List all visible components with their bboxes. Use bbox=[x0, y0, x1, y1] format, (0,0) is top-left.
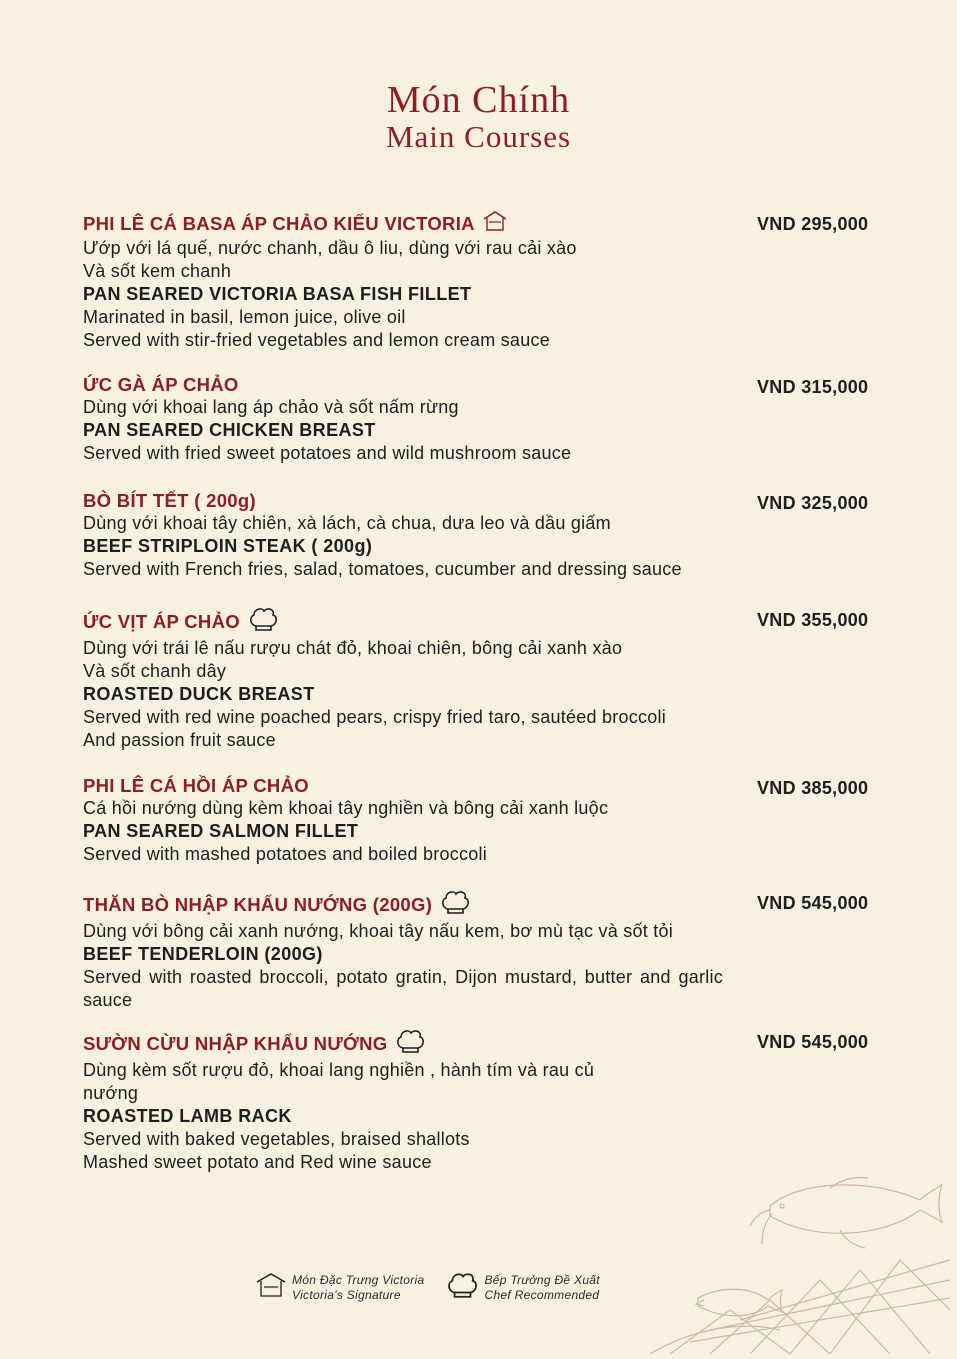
dish-name-en: PAN SEARED SALMON FILLET bbox=[83, 821, 359, 841]
description-vn: Dùng với trái lê nấu rượu chát đỏ, khoai chiên, bông cải xanh xào bbox=[83, 638, 623, 658]
page-header bbox=[0, 80, 957, 154]
legend-signature-vn: Món Đặc Trưng Victoria bbox=[292, 1272, 425, 1287]
chef-hat-icon bbox=[248, 606, 278, 637]
description-en: Mashed sweet potato and Red wine sauce bbox=[83, 1152, 432, 1172]
description-en: Served with mashed potatoes and boiled broccoli bbox=[83, 844, 487, 864]
description-en: Served with stir-fried vegetables and lemon cream sauce bbox=[83, 330, 550, 350]
menu-item bbox=[83, 606, 883, 752]
description-vn: Dùng với bông cải xanh nướng, khoai tây nấu kem, bơ mù tạc và sốt tỏi bbox=[83, 921, 674, 941]
description-en: Served with baked vegetables, braised shallots bbox=[83, 1129, 470, 1149]
price: VND 355,000 bbox=[757, 610, 869, 630]
price: VND 315,000 bbox=[757, 377, 869, 397]
dish-name-en: ROASTED DUCK BREAST bbox=[83, 684, 315, 704]
fish-net-svg bbox=[650, 1160, 950, 1354]
dish-name-vn: PHI LÊ CÁ HỒI ÁP CHẢO bbox=[83, 775, 309, 796]
dish-name-vn: THĂN BÒ NHẬP KHẨU NƯỚNG (200G) bbox=[83, 889, 883, 920]
chef-hat-icon bbox=[440, 889, 470, 920]
description-vn: Dùng kèm sốt rượu đỏ, khoai lang nghiền , hành tím và rau củ nướng bbox=[83, 1060, 595, 1103]
chef-hat-icon bbox=[395, 1028, 425, 1059]
legend-signature-en: Victoria's Signature bbox=[292, 1287, 401, 1302]
dish-name-vn: PHI LÊ CÁ BASA ÁP CHẢO KIỂU VICTORIA bbox=[83, 210, 883, 237]
menu-item bbox=[83, 889, 883, 1012]
price: VND 295,000 bbox=[757, 214, 869, 234]
dish-name-en: PAN SEARED VICTORIA BASA FISH FILLET bbox=[83, 284, 472, 304]
dish-name-vn: ỨC GÀ ÁP CHẢO bbox=[83, 374, 239, 395]
description-vn: Cá hồi nướng dùng kèm khoai tây nghiền và bông cải xanh luộc bbox=[83, 798, 609, 818]
description-en: Served with roasted broccoli, potato gratin, Dijon mustard, butter and garlic sauce bbox=[83, 967, 723, 1010]
victoria-signature-icon bbox=[256, 1272, 286, 1303]
description-vn: Và sốt chanh dây bbox=[83, 661, 227, 681]
description-vn: Dùng với khoai lang áp chảo và sốt nấm rừng bbox=[83, 397, 459, 417]
dish-name-en: BEEF TENDERLOIN (200G) bbox=[83, 944, 323, 964]
legend-signature bbox=[256, 1272, 424, 1303]
dish-name-en: ROASTED LAMB RACK bbox=[83, 1106, 292, 1126]
dish-name-vn: SƯỜN CỪU NHẬP KHẨU NƯỚNG bbox=[83, 1028, 883, 1059]
legend-chef bbox=[446, 1270, 599, 1305]
chef-hat-icon bbox=[446, 1270, 478, 1305]
page-title-en: Main Courses bbox=[385, 119, 572, 154]
legend bbox=[256, 1270, 600, 1305]
description-vn: Dùng với khoai tây chiên, xà lách, cà chua, dưa leo và dầu giấm bbox=[83, 513, 611, 533]
description-en: Marinated in basil, lemon juice, olive oil bbox=[83, 307, 406, 327]
dish-name-en: PAN SEARED CHICKEN BREAST bbox=[83, 420, 376, 440]
page-title-vn: Món Chính bbox=[386, 79, 571, 121]
legend-chef-en: Chef Recommended bbox=[484, 1287, 600, 1302]
dish-name-en: BEEF STRIPLOIN STEAK ( 200g) bbox=[83, 536, 373, 556]
description-vn: Và sốt kem chanh bbox=[83, 261, 232, 281]
price: VND 545,000 bbox=[757, 893, 869, 913]
description-en: And passion fruit sauce bbox=[83, 730, 276, 750]
menu-item bbox=[83, 489, 883, 581]
victoria-signature-icon bbox=[483, 210, 507, 237]
dish-name-vn: BÒ BÍT TẾT ( 200g) bbox=[83, 490, 256, 511]
description-en: Served with French fries, salad, tomatoes, cucumber and dressing sauce bbox=[83, 559, 682, 579]
price: VND 385,000 bbox=[757, 778, 869, 798]
menu-item bbox=[83, 774, 883, 866]
fish-net-illustration bbox=[650, 1160, 950, 1359]
price: VND 325,000 bbox=[757, 493, 869, 513]
menu-item bbox=[83, 210, 883, 352]
menu-item bbox=[83, 1028, 883, 1174]
description-en: Served with red wine poached pears, crispy fried taro, sautéed broccoli bbox=[83, 707, 667, 727]
description-vn: Ướp với lá quế, nước chanh, dầu ô liu, dùng với rau cải xào bbox=[83, 238, 577, 258]
dish-name-vn: ỨC VỊT ÁP CHẢO bbox=[83, 606, 883, 637]
price: VND 545,000 bbox=[757, 1032, 869, 1052]
menu-item bbox=[83, 373, 883, 465]
legend-chef-vn: Bếp Trưởng Đề Xuất bbox=[484, 1272, 600, 1287]
description-en: Served with fried sweet potatoes and wild mushroom sauce bbox=[83, 443, 572, 463]
